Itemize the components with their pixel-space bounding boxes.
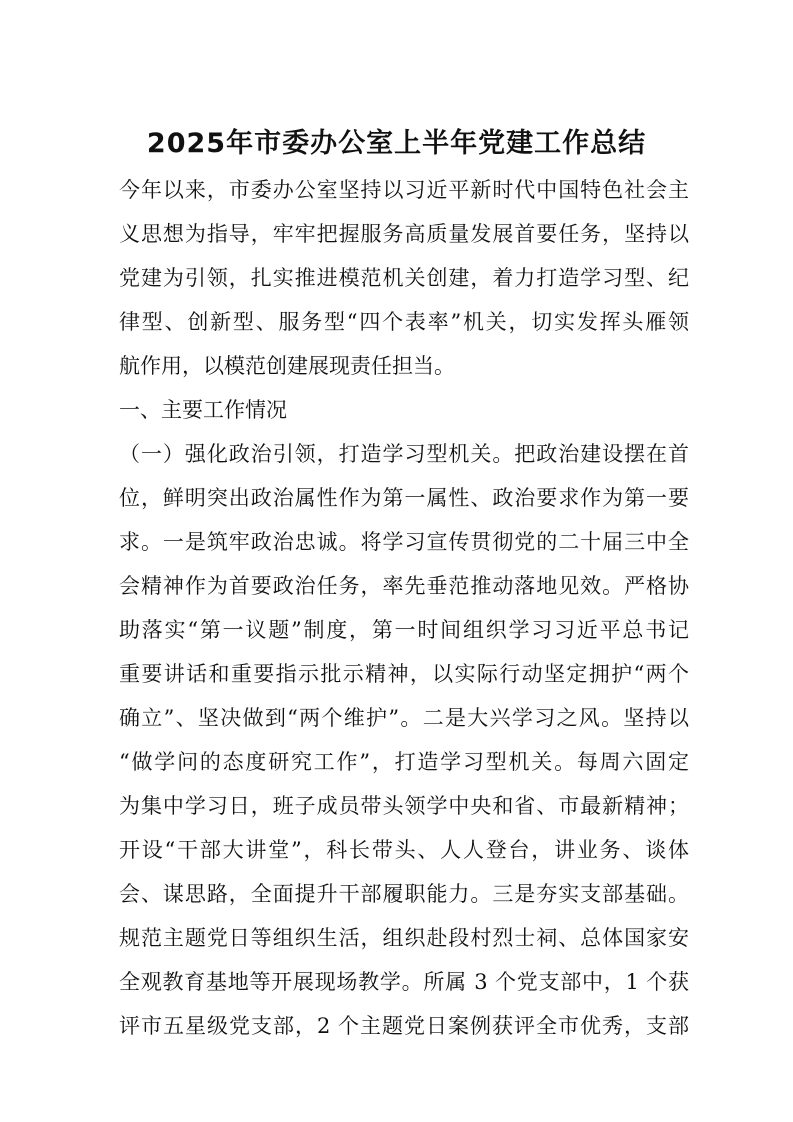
body-line: 开设“干部大讲堂”，科长带头、人人登台，讲业务、谈体 (119, 838, 689, 862)
body-line: 党建为引领，扎实推进模范机关创建，着力打造学习型、纪 (119, 266, 689, 290)
body-line: 会精神作为首要政治任务，率先垂范推动落地见效。严格协 (119, 574, 689, 598)
body-line: 航作用，以模范创建展现责任担当。 (119, 354, 455, 378)
body-line: 今年以来，市委办公室坚持以习近平新时代中国特色社会主 (119, 178, 689, 202)
body-line: 评市五星级党支部，2 个主题党日案例获评全市优秀，支部 (119, 1014, 689, 1038)
body-line: 义思想为指导，牢牢把握服务高质量发展首要任务，坚持以 (119, 222, 689, 246)
body-line: 确立”、坚决做到“两个维护”。二是大兴学习之风。坚持以 (119, 706, 689, 730)
body-line: 求。一是筑牢政治忠诚。将学习宣传贯彻党的二十届三中全 (119, 530, 689, 554)
body-line: “做学问的态度研究工作”，打造学习型机关。每周六固定 (119, 750, 689, 774)
body-line: 规范主题党日等组织生活，组织赴段村烈士祠、总体国家安 (119, 926, 689, 950)
body-line: 会、谋思路，全面提升干部履职能力。三是夯实支部基础。 (119, 882, 689, 906)
body-line: 为集中学习日，班子成员带头领学中央和省、市最新精神； (119, 794, 689, 818)
body-line: （一）强化政治引领，打造学习型机关。把政治建设摆在首 (119, 442, 689, 466)
body-line: 律型、创新型、服务型“四个表率”机关，切实发挥头雁领 (119, 310, 689, 334)
body-line: 助落实“第一议题”制度，第一时间组织学习习近平总书记 (119, 618, 689, 642)
document-title: 2025年市委办公室上半年党建工作总结 (146, 128, 647, 159)
body-line: 位，鲜明突出政治属性作为第一属性、政治要求作为第一要 (119, 486, 689, 510)
section-heading: 一、主要工作情况 (119, 398, 287, 422)
body-line: 全观教育基地等开展现场教学。所属 3 个党支部中，1 个获 (119, 970, 689, 994)
body-line: 重要讲话和重要指示批示精神，以实际行动坚定拥护“两个 (119, 662, 689, 686)
